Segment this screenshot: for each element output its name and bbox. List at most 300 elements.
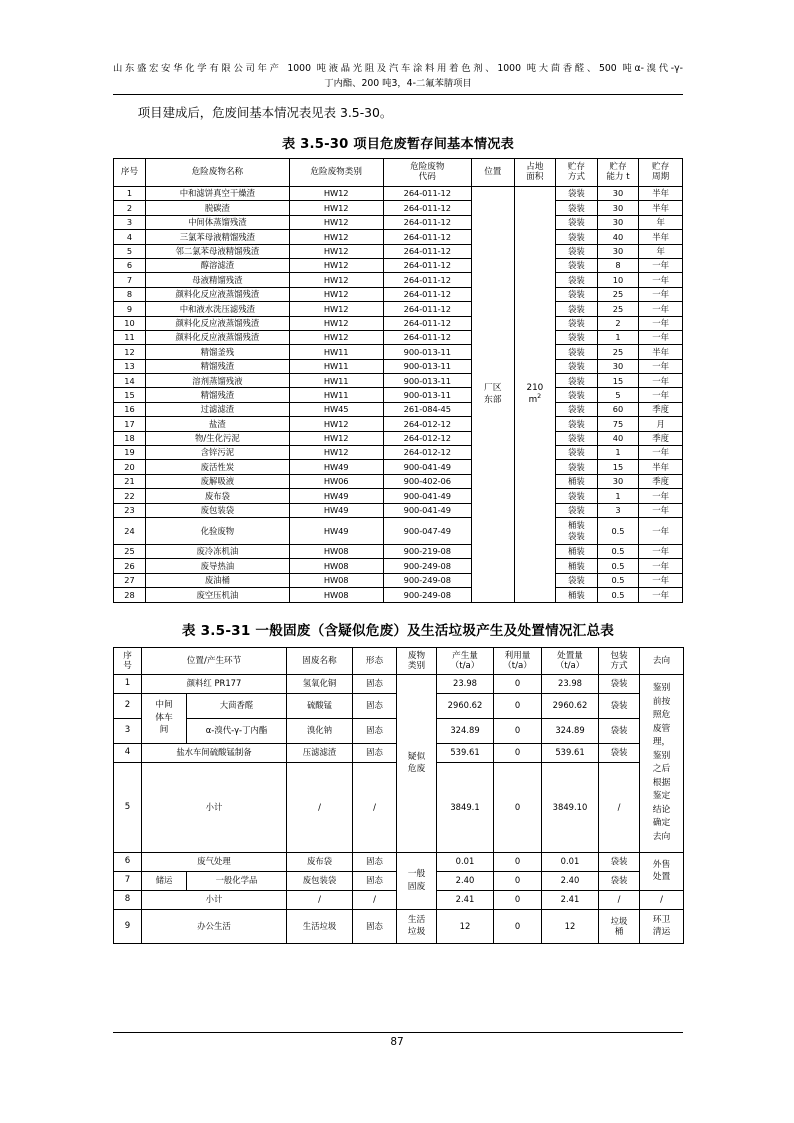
cell-storage-method: 袋装 (556, 460, 598, 474)
cell-capacity: 0.5 (597, 588, 639, 602)
cell-capacity: 40 (597, 230, 639, 244)
cell-storage-method: 袋装 (556, 201, 598, 215)
cell-generation: 2960.62 (437, 693, 494, 718)
cell-waste-code: 264-011-12 (383, 273, 471, 287)
cell-waste-name: 废解吸液 (145, 474, 289, 488)
cell-waste-category: HW12 (289, 187, 383, 201)
cell-utilization: 0 (494, 693, 542, 718)
cell-no: 1 (114, 674, 142, 693)
table2-body (114, 674, 684, 943)
cell-waste-name: 精馏釜残 (145, 345, 289, 359)
cell-storage-method: 袋装 (556, 244, 598, 258)
cell-no: 9 (114, 909, 142, 943)
cell-capacity: 0.5 (597, 573, 639, 587)
cell-source: α-溴代-γ-丁内酯 (187, 718, 287, 743)
cell-waste-name: 精馏残渣 (145, 388, 289, 402)
cell-waste-category: 疑似 危废 (397, 674, 437, 852)
cell-period: 半年 (639, 345, 683, 359)
cell-no: 11 (114, 330, 146, 344)
cell-waste-name: 溴化钠 (287, 718, 353, 743)
cell-waste-code: 900-402-06 (383, 474, 471, 488)
table1-caption: 表 3.5-30 项目危废暂存间基本情况表 (281, 137, 514, 152)
cell-no: 8 (114, 890, 142, 909)
cell-form: 固态 (353, 909, 397, 943)
cell-waste-category: HW11 (289, 359, 383, 373)
cell-period: 季度 (639, 474, 683, 488)
cell-capacity: 60 (597, 402, 639, 416)
cell-waste-category: HW11 (289, 388, 383, 402)
cell-storage-method: 桶装 袋装 (556, 517, 598, 544)
cell-waste-name: 废导热油 (145, 559, 289, 573)
table-row (114, 388, 683, 402)
cell-waste-code: 900-219-08 (383, 544, 471, 558)
cell-capacity: 30 (597, 359, 639, 373)
cell-period: 半年 (639, 187, 683, 201)
cell-capacity: 1 (597, 330, 639, 344)
cell-destination: / (640, 890, 684, 909)
cell-period: 一年 (639, 503, 683, 517)
cell-waste-name: 脱碳渣 (145, 201, 289, 215)
cell-waste-category: HW12 (289, 273, 383, 287)
cell-waste-code: 900-041-49 (383, 503, 471, 517)
cell-capacity: 30 (597, 474, 639, 488)
cell-waste-name: 颜料化反应液蒸馏残渣 (145, 330, 289, 344)
cell-waste-category: HW12 (289, 316, 383, 330)
cell-storage-method: 袋装 (556, 316, 598, 330)
cell-no: 7 (114, 273, 146, 287)
cell-source: 小计 (142, 890, 287, 909)
cell-waste-name: 废冷冻机油 (145, 544, 289, 558)
cell-capacity: 40 (597, 431, 639, 445)
cell-waste-code: 900-249-08 (383, 573, 471, 587)
table1-col-storage-method: 贮存 方式 (556, 159, 598, 187)
cell-waste-category: HW45 (289, 402, 383, 416)
cell-no: 8 (114, 287, 146, 301)
cell-waste-name: 颜料化反应液蒸馏残渣 (145, 316, 289, 330)
cell-waste-name: 物/生化污泥 (145, 431, 289, 445)
cell-destination: 环卫 清运 (640, 909, 684, 943)
cell-no: 12 (114, 345, 146, 359)
table-row (114, 244, 683, 258)
cell-no: 13 (114, 359, 146, 373)
cell-capacity: 30 (597, 244, 639, 258)
cell-waste-category: HW11 (289, 374, 383, 388)
cell-no: 6 (114, 852, 142, 871)
cell-packaging: / (599, 762, 640, 852)
cell-utilization: 0 (494, 718, 542, 743)
table1-col-no: 序号 (114, 159, 146, 187)
cell-waste-name: 废布袋 (145, 489, 289, 503)
cell-period: 半年 (639, 201, 683, 215)
cell-waste-code: 264-012-12 (383, 431, 471, 445)
table2-col-packaging: 包装 方式 (599, 647, 640, 674)
cell-no: 21 (114, 474, 146, 488)
cell-form: 固态 (353, 718, 397, 743)
table1-header-row (114, 159, 683, 187)
table2-col-form: 形态 (353, 647, 397, 674)
cell-waste-code: 900-013-11 (383, 374, 471, 388)
cell-period: 一年 (639, 544, 683, 558)
table-row (114, 431, 683, 445)
table-row (114, 474, 683, 488)
cell-disposal: 2960.62 (542, 693, 599, 718)
cell-waste-name: 过滤滤渣 (145, 402, 289, 416)
cell-storage-method: 袋装 (556, 258, 598, 272)
cell-period: 一年 (639, 287, 683, 301)
cell-storage-method: 袋装 (556, 215, 598, 229)
cell-form: 固态 (353, 871, 397, 890)
cell-waste-name: 中间体蒸馏残渣 (145, 215, 289, 229)
cell-form: 固态 (353, 852, 397, 871)
table-row (114, 674, 684, 693)
cell-waste-code: 264-011-12 (383, 187, 471, 201)
cell-no: 15 (114, 388, 146, 402)
table-row (114, 852, 684, 871)
cell-waste-category: HW08 (289, 573, 383, 587)
cell-capacity: 1 (597, 446, 639, 460)
cell-utilization: 0 (494, 743, 542, 762)
table-row (114, 258, 683, 272)
cell-storage-method: 袋装 (556, 446, 598, 460)
cell-waste-category: HW08 (289, 544, 383, 558)
cell-disposal: 539.61 (542, 743, 599, 762)
cell-waste-category: HW49 (289, 503, 383, 517)
cell-waste-code: 264-011-12 (383, 230, 471, 244)
running-header-line2: 丁内酯、200 吨3，4-二氟苯腈项目 (324, 77, 472, 89)
cell-packaging: 袋装 (599, 693, 640, 718)
cell-disposal: 3849.10 (542, 762, 599, 852)
cell-period: 一年 (639, 446, 683, 460)
table-row (114, 316, 683, 330)
table-row (114, 345, 683, 359)
cell-period: 一年 (639, 588, 683, 602)
cell-waste-code: 264-011-12 (383, 302, 471, 316)
cell-period: 一年 (639, 517, 683, 544)
footer-rule (113, 1032, 683, 1033)
cell-no: 4 (114, 230, 146, 244)
table-row (114, 201, 683, 215)
cell-generation: 2.41 (437, 890, 494, 909)
cell-waste-name: 废空压机油 (145, 588, 289, 602)
cell-storage-method: 桶装 (556, 559, 598, 573)
cell-capacity: 15 (597, 374, 639, 388)
cell-waste-name: 硫酸锰 (287, 693, 353, 718)
cell-generation: 23.98 (437, 674, 494, 693)
table-row (114, 503, 683, 517)
cell-waste-code: 900-041-49 (383, 460, 471, 474)
cell-waste-code: 900-249-08 (383, 588, 471, 602)
cell-source: 一般化学品 (187, 871, 287, 890)
cell-generation: 3849.1 (437, 762, 494, 852)
cell-waste-name: 废布袋 (287, 852, 353, 871)
cell-area: 210 $m^2$ (514, 187, 556, 603)
cell-no: 14 (114, 374, 146, 388)
cell-period: 一年 (639, 302, 683, 316)
table2-header-row (114, 647, 684, 674)
cell-storage-method: 袋装 (556, 287, 598, 301)
table-row (114, 374, 683, 388)
running-header-line1: 山东盛宏安华化学有限公司年产 1000 吨液晶光阻及汽车涂料用着色剂、1000 吨大茴香醛、500 吨α-溴代-γ- (113, 63, 683, 74)
cell-no: 5 (114, 762, 142, 852)
table-row (114, 273, 683, 287)
cell-storage-method: 桶装 (556, 588, 598, 602)
cell-period: 一年 (639, 330, 683, 344)
cell-destination: 外售 处置 (640, 852, 684, 890)
cell-packaging: 袋装 (599, 852, 640, 871)
cell-waste-category: HW12 (289, 201, 383, 215)
cell-no: 22 (114, 489, 146, 503)
table-row (114, 559, 683, 573)
cell-waste-code: 900-249-08 (383, 559, 471, 573)
table2-col-disposal: 处置量 （t/a） (542, 647, 599, 674)
table2-col-no: 序 号 (114, 647, 142, 674)
cell-waste-name: 氢氧化铜 (287, 674, 353, 693)
cell-no: 9 (114, 302, 146, 316)
cell-storage-method: 袋装 (556, 573, 598, 587)
cell-period: 一年 (639, 374, 683, 388)
cell-capacity: 5 (597, 388, 639, 402)
cell-waste-code: 264-011-12 (383, 287, 471, 301)
table1-col-code: 危险废物 代码 (383, 159, 471, 187)
cell-no: 17 (114, 417, 146, 431)
table-row (114, 230, 683, 244)
cell-generation: 324.89 (437, 718, 494, 743)
cell-waste-category: HW12 (289, 417, 383, 431)
cell-waste-code: 264-011-12 (383, 201, 471, 215)
cell-storage-method: 袋装 (556, 503, 598, 517)
cell-waste-name: 化验废物 (145, 517, 289, 544)
cell-waste-name: 母液精馏残渣 (145, 273, 289, 287)
cell-storage-method: 袋装 (556, 489, 598, 503)
cell-source: 小计 (142, 762, 287, 852)
cell-no: 3 (114, 215, 146, 229)
cell-generation: 0.01 (437, 852, 494, 871)
cell-capacity: 25 (597, 302, 639, 316)
cell-storage-method: 袋装 (556, 302, 598, 316)
table2-col-waste-name: 固废名称 (287, 647, 353, 674)
cell-form: 固态 (353, 674, 397, 693)
cell-utilization: 0 (494, 871, 542, 890)
table1-col-area: 占地 面积 (514, 159, 556, 187)
cell-disposal: 12 (542, 909, 599, 943)
cell-workshop: 储运 (142, 871, 187, 890)
table-row (114, 588, 683, 602)
cell-no: 20 (114, 460, 146, 474)
cell-waste-category: HW12 (289, 431, 383, 445)
cell-capacity: 15 (597, 460, 639, 474)
cell-no: 26 (114, 559, 146, 573)
cell-waste-name: 压滤滤渣 (287, 743, 353, 762)
cell-no: 19 (114, 446, 146, 460)
cell-storage-method: 袋装 (556, 417, 598, 431)
cell-capacity: 0.5 (597, 544, 639, 558)
cell-capacity: 10 (597, 273, 639, 287)
cell-no: 7 (114, 871, 142, 890)
cell-packaging: 袋装 (599, 674, 640, 693)
table-row (114, 573, 683, 587)
cell-waste-category: 生活 垃圾 (397, 909, 437, 943)
cell-waste-code: 264-011-12 (383, 330, 471, 344)
cell-no: 25 (114, 544, 146, 558)
cell-waste-name: 废油桶 (145, 573, 289, 587)
cell-storage-method: 袋装 (556, 230, 598, 244)
cell-capacity: 2 (597, 316, 639, 330)
cell-waste-name: 中和滤饼真空干燥渣 (145, 187, 289, 201)
cell-waste-category: 一般 固废 (397, 852, 437, 909)
cell-storage-method: 袋装 (556, 402, 598, 416)
cell-waste-code: 264-012-12 (383, 446, 471, 460)
cell-no: 2 (114, 693, 142, 718)
cell-waste-category: HW12 (289, 287, 383, 301)
table-row (114, 402, 683, 416)
cell-storage-method: 袋装 (556, 359, 598, 373)
cell-utilization: 0 (494, 852, 542, 871)
cell-storage-method: 袋装 (556, 330, 598, 344)
cell-waste-code: 900-013-11 (383, 359, 471, 373)
cell-period: 月 (639, 417, 683, 431)
cell-no: 3 (114, 718, 142, 743)
cell-no: 2 (114, 201, 146, 215)
cell-waste-category: HW49 (289, 489, 383, 503)
cell-no: 23 (114, 503, 146, 517)
table2-col-destination: 去向 (640, 647, 684, 674)
cell-waste-name: 邻二氯苯母液精馏残渣 (145, 244, 289, 258)
cell-generation: 539.61 (437, 743, 494, 762)
cell-packaging: 袋装 (599, 718, 640, 743)
cell-workshop: 中间 体车 间 (142, 693, 187, 743)
cell-source: 办公生活 (142, 909, 287, 943)
cell-utilization: 0 (494, 890, 542, 909)
cell-waste-code: 900-047-49 (383, 517, 471, 544)
cell-no: 1 (114, 187, 146, 201)
cell-no: 24 (114, 517, 146, 544)
cell-capacity: 3 (597, 503, 639, 517)
cell-storage-method: 袋装 (556, 388, 598, 402)
cell-utilization: 0 (494, 762, 542, 852)
table2-col-source: 位置/产生环节 (142, 647, 287, 674)
cell-form: 固态 (353, 743, 397, 762)
cell-form: / (353, 762, 397, 852)
general-solid-waste-table (113, 647, 684, 944)
cell-source: 颜料红 PR177 (142, 674, 287, 693)
cell-period: 一年 (639, 388, 683, 402)
cell-period: 一年 (639, 316, 683, 330)
cell-waste-name: / (287, 762, 353, 852)
cell-period: 年 (639, 244, 683, 258)
cell-capacity: 0.5 (597, 559, 639, 573)
cell-waste-name: 盐渣 (145, 417, 289, 431)
cell-waste-name: / (287, 890, 353, 909)
table1-col-period: 贮存 周期 (639, 159, 683, 187)
table-row (114, 909, 684, 943)
cell-waste-name: 废包装袋 (287, 871, 353, 890)
cell-disposal: 2.40 (542, 871, 599, 890)
cell-utilization: 0 (494, 909, 542, 943)
cell-storage-method: 袋装 (556, 273, 598, 287)
table-row (114, 544, 683, 558)
cell-capacity: 30 (597, 215, 639, 229)
cell-location: 厂区 东部 (472, 187, 515, 603)
cell-generation: 12 (437, 909, 494, 943)
cell-waste-category: HW08 (289, 559, 383, 573)
cell-waste-category: HW12 (289, 330, 383, 344)
cell-source: 盐水车间硫酸锰制备 (142, 743, 287, 762)
cell-waste-code: 900-013-11 (383, 345, 471, 359)
cell-destination: 鉴别 前按 照危 废管 理， 鉴别 之后 根据 鉴定 结论 确定 去向 (640, 674, 684, 852)
cell-period: 半年 (639, 230, 683, 244)
cell-waste-name: 废包装袋 (145, 503, 289, 517)
intro-paragraph: 项目建成后，危废间基本情况表见表 3.5-30。 (137, 105, 393, 120)
table-row (114, 187, 683, 201)
cell-capacity: 30 (597, 187, 639, 201)
cell-waste-name: 废活性炭 (145, 460, 289, 474)
cell-waste-name: 含锌污泥 (145, 446, 289, 460)
cell-waste-code: 264-011-12 (383, 215, 471, 229)
cell-disposal: 23.98 (542, 674, 599, 693)
cell-storage-method: 袋装 (556, 187, 598, 201)
table1-body (114, 187, 683, 603)
cell-waste-category: HW12 (289, 244, 383, 258)
cell-waste-category: HW08 (289, 588, 383, 602)
cell-period: 一年 (639, 359, 683, 373)
table-row (114, 446, 683, 460)
cell-capacity: 25 (597, 287, 639, 301)
table-row (114, 215, 683, 229)
cell-waste-code: 264-011-12 (383, 244, 471, 258)
cell-waste-category: HW12 (289, 446, 383, 460)
running-header (113, 0, 683, 91)
cell-source: 废气处理 (142, 852, 287, 871)
cell-period: 一年 (639, 559, 683, 573)
cell-waste-name: 三氯苯母液精馏残渣 (145, 230, 289, 244)
cell-no: 28 (114, 588, 146, 602)
cell-period: 一年 (639, 273, 683, 287)
table1-col-capacity: 贮存 能力 t (597, 159, 639, 187)
cell-storage-method: 桶装 (556, 544, 598, 558)
table-row (114, 417, 683, 431)
cell-form: / (353, 890, 397, 909)
cell-waste-category: HW49 (289, 517, 383, 544)
cell-waste-name: 精馏残渣 (145, 359, 289, 373)
table-row (114, 517, 683, 544)
page-content (113, 0, 683, 944)
cell-no: 6 (114, 258, 146, 272)
table1-col-location: 位置 (472, 159, 515, 187)
table-row (114, 287, 683, 301)
cell-no: 4 (114, 743, 142, 762)
cell-waste-name: 溶剂蒸馏残液 (145, 374, 289, 388)
cell-disposal: 2.41 (542, 890, 599, 909)
cell-period: 一年 (639, 258, 683, 272)
hazardous-waste-storage-table (113, 158, 683, 603)
cell-waste-name: 生活垃圾 (287, 909, 353, 943)
cell-storage-method: 袋装 (556, 431, 598, 445)
cell-storage-method: 桶装 (556, 474, 598, 488)
table2-caption: 表 3.5-31 一般固废（含疑似危废）及生活垃圾产生及处置情况汇总表 (181, 622, 615, 639)
page-number: 87 (390, 1036, 404, 1048)
table2-col-generation: 产生量 （t/a） (437, 647, 494, 674)
cell-no: 10 (114, 316, 146, 330)
cell-period: 季度 (639, 431, 683, 445)
cell-waste-category: HW12 (289, 230, 383, 244)
cell-period: 年 (639, 215, 683, 229)
cell-no: 27 (114, 573, 146, 587)
cell-form: 固态 (353, 693, 397, 718)
table1-col-name: 危险废物名称 (145, 159, 289, 187)
table1-col-category: 危险废物类别 (289, 159, 383, 187)
cell-capacity: 8 (597, 258, 639, 272)
table-row (114, 489, 683, 503)
